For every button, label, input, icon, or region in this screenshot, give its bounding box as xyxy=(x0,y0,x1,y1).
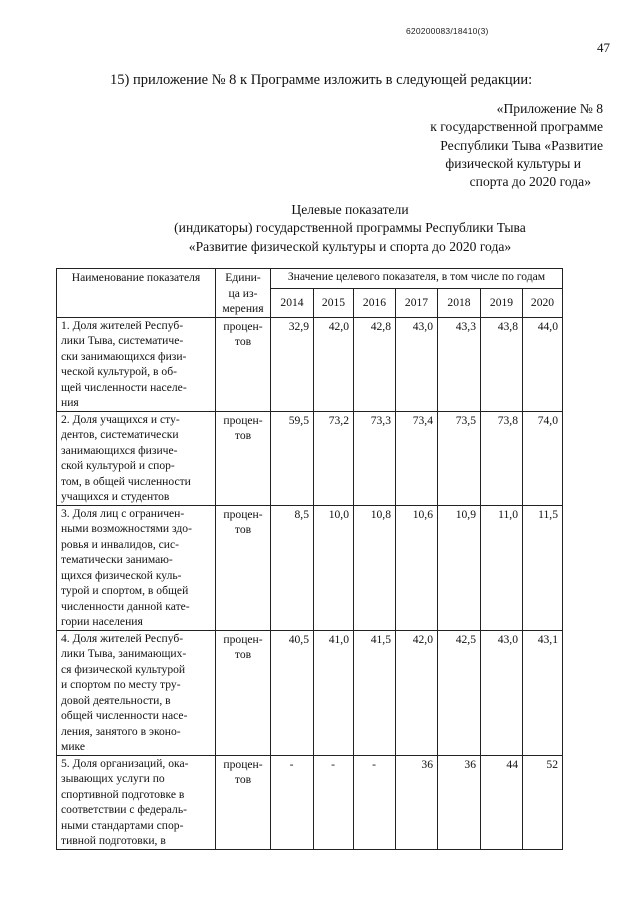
indicator-unit-line: процен- xyxy=(223,632,263,646)
indicator-name-line: турой и спортом, в общей xyxy=(61,584,189,597)
indicator-name-line: соответствии с федераль- xyxy=(61,803,187,816)
indicator-name-line: спортивной подготовке в xyxy=(61,787,185,801)
indicator-value: - xyxy=(271,755,314,849)
indicator-unit xyxy=(216,505,271,630)
indicator-unit-line: процен- xyxy=(223,507,263,521)
indicator-name-line: учащихся и студентов xyxy=(61,490,170,503)
appendix-line: спорта до 2020 года» xyxy=(469,174,591,190)
indicator-name-line: ления, занятого в эконо- xyxy=(61,724,181,738)
title-line: «Развитие физической культуры и спорта до 2020 года» xyxy=(188,238,512,254)
title-line: Целевые показатели xyxy=(291,202,409,217)
indicator-value: 10,9 xyxy=(438,505,481,630)
indicator-name-line: ными возможностями здо- xyxy=(61,522,192,535)
indicator-value: 10,0 xyxy=(314,505,354,630)
indicator-unit xyxy=(216,317,271,411)
header-year: 2018 xyxy=(438,289,481,317)
indicator-unit xyxy=(216,755,271,849)
indicator-name-line: зывающих услуги по xyxy=(61,772,165,785)
indicator-value: 73,4 xyxy=(396,411,438,505)
indicator-name-line: 4. Доля жителей Респуб- xyxy=(61,631,184,645)
indicator-name-line: тивной подготовки, в xyxy=(61,834,166,847)
header-year: 2016 xyxy=(354,289,396,317)
indicator-name-line: щей численности населе- xyxy=(61,380,187,394)
indicator-name-line: 3. Доля лиц с ограничен- xyxy=(61,506,185,520)
indicator-value: - xyxy=(354,755,396,849)
indicator-name-line: дентов, систематически xyxy=(61,428,179,441)
indicator-value: 11,0 xyxy=(481,505,523,630)
indicator-name-line: численности данной кате- xyxy=(61,599,190,613)
indicator-unit-line: тов xyxy=(234,429,252,442)
indicator-name-line: общей численности насе- xyxy=(61,709,188,722)
indicator-value: 73,2 xyxy=(314,411,354,505)
indicator-value: 41,0 xyxy=(314,630,354,755)
appendix-line: Республики Тыва «Развитие xyxy=(440,137,603,153)
indicator-name-line: лики Тыва, систематиче- xyxy=(61,334,184,347)
indicator-value: 36 xyxy=(438,755,481,849)
indicator-name-line: ся физической культурой xyxy=(61,662,186,676)
table-title xyxy=(60,201,640,256)
indicator-name-line: гории населения xyxy=(61,615,143,628)
indicator-name-line: ния xyxy=(61,396,79,409)
indicator-name-line: том, в общей численности xyxy=(61,474,191,488)
header-unit-line: Едини- xyxy=(225,271,261,284)
header-year: 2019 xyxy=(481,289,523,317)
indicator-name-line: ными стандартами спор- xyxy=(61,818,184,832)
header-name: Наименование показателя xyxy=(57,269,216,318)
indicator-value: 42,5 xyxy=(438,630,481,755)
header-year: 2014 xyxy=(271,289,314,317)
indicator-value: 42,0 xyxy=(396,630,438,755)
indicator-unit-line: процен- xyxy=(223,413,263,427)
indicator-unit-line: тов xyxy=(234,523,252,536)
header-year: 2017 xyxy=(396,289,438,317)
table-row xyxy=(57,630,563,755)
indicator-name-line: занимающихся физиче- xyxy=(61,443,178,457)
table-body xyxy=(57,317,563,849)
indicator-value: 41,5 xyxy=(354,630,396,755)
indicator-name-line: 5. Доля организаций, ока- xyxy=(61,756,189,770)
intro-text: 15) приложение № 8 к Программе изложить в следующей редакции: xyxy=(110,72,533,88)
indicator-name-line: 1. Доля жителей Респуб- xyxy=(61,318,184,332)
indicator-name-line: тематически занимаю- xyxy=(61,553,173,566)
indicator-name xyxy=(57,505,216,630)
indicator-unit-line: тов xyxy=(234,335,252,348)
indicator-unit-line: тов xyxy=(234,648,252,661)
table-row xyxy=(57,317,563,411)
appendix-line: к государственной программе xyxy=(430,119,603,135)
indicator-name-line: ской культурой и спор- xyxy=(61,459,175,472)
indicator-name-line: довой деятельности, в xyxy=(61,693,171,707)
indicator-value: 42,8 xyxy=(354,317,396,411)
indicator-value: 42,0 xyxy=(314,317,354,411)
indicator-value: 59,5 xyxy=(271,411,314,505)
indicator-value: 43,1 xyxy=(523,630,563,755)
indicator-value: 10,6 xyxy=(396,505,438,630)
indicator-name-line: ски занимающихся физи- xyxy=(61,349,187,363)
indicator-name xyxy=(57,411,216,505)
indicator-value: 43,8 xyxy=(481,317,523,411)
header-values-group: Значение целевого показателя, в том числе по годам xyxy=(271,269,563,289)
indicator-unit-line: процен- xyxy=(223,319,263,333)
indicator-name xyxy=(57,755,216,849)
indicator-value: 32,9 xyxy=(271,317,314,411)
indicator-name-line: мике xyxy=(61,740,86,753)
table-row xyxy=(57,411,563,505)
indicator-value: - xyxy=(314,755,354,849)
header-year: 2015 xyxy=(314,289,354,317)
page-number: 47 xyxy=(597,40,610,55)
indicator-value: 43,0 xyxy=(396,317,438,411)
indicator-name-line: щихся физической куль- xyxy=(61,568,182,582)
indicator-value: 73,5 xyxy=(438,411,481,505)
indicator-name xyxy=(57,630,216,755)
indicator-unit-line: тов xyxy=(234,773,252,786)
indicators-table xyxy=(56,268,563,850)
header-unit xyxy=(216,269,271,318)
indicator-unit xyxy=(216,630,271,755)
header-unit-line: ца из- xyxy=(228,286,258,300)
indicator-value: 43,3 xyxy=(438,317,481,411)
indicator-value: 43,0 xyxy=(481,630,523,755)
indicator-value: 74,0 xyxy=(523,411,563,505)
table-row xyxy=(57,505,563,630)
indicator-value: 36 xyxy=(396,755,438,849)
indicator-name-line: 2. Доля учащихся и сту- xyxy=(61,412,180,426)
appendix-line: «Приложение № 8 xyxy=(496,101,603,116)
indicator-name-line: лики Тыва, занимающих- xyxy=(61,647,187,660)
indicator-value: 10,8 xyxy=(354,505,396,630)
indicator-name-line: и спортом по месту тру- xyxy=(61,678,181,691)
header-unit-line: мерения xyxy=(222,302,264,315)
table-row xyxy=(57,755,563,849)
header-year: 2020 xyxy=(523,289,563,317)
appendix-reference xyxy=(373,100,603,191)
indicator-value: 40,5 xyxy=(271,630,314,755)
indicator-unit-line: процен- xyxy=(223,757,263,771)
appendix-line: физической культуры и xyxy=(445,155,581,171)
indicator-value: 73,8 xyxy=(481,411,523,505)
indicator-value: 44,0 xyxy=(523,317,563,411)
indicator-value: 73,3 xyxy=(354,411,396,505)
indicator-unit xyxy=(216,411,271,505)
document-id: 620200083/18410(3) xyxy=(406,26,489,36)
title-line: (индикаторы) государственной программы Республики Тыва xyxy=(174,220,526,236)
indicator-name-line: ровья и инвалидов, сис- xyxy=(61,537,179,551)
indicator-name-line: ческой культурой, в об- xyxy=(61,365,177,378)
indicator-value: 44 xyxy=(481,755,523,849)
indicator-value: 52 xyxy=(523,755,563,849)
indicator-name xyxy=(57,317,216,411)
indicator-value: 11,5 xyxy=(523,505,563,630)
indicator-value: 8,5 xyxy=(271,505,314,630)
